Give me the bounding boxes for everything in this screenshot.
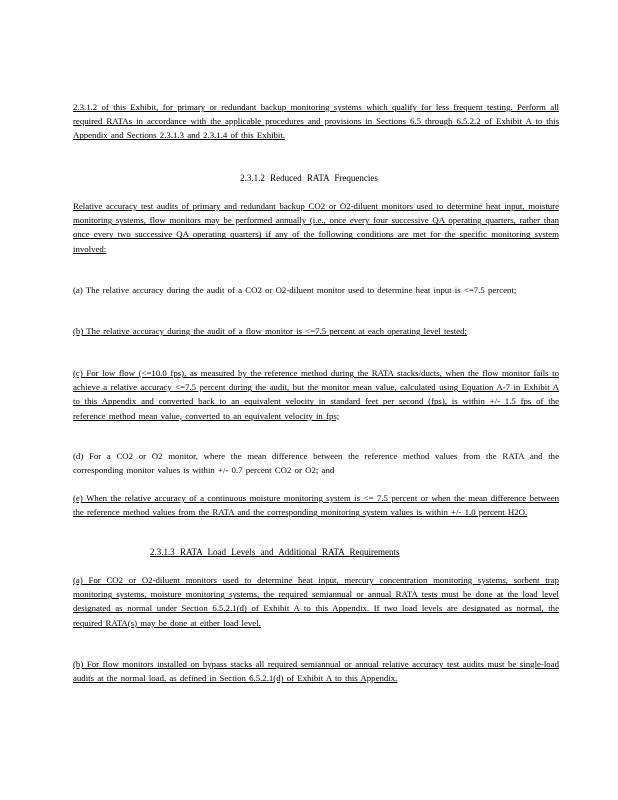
paragraph-2312-intro [73,100,559,143]
heading-text: 2.3.1.3 RATA Load Levels and Additional RATA Requirements [150,547,400,557]
paragraph-text: (b) The relative accuracy during the audit of a flow monitor is <=7.5 percent at each operating level tested; [73,326,467,336]
list-item-load-a [73,573,559,630]
list-item-c [73,366,559,423]
list-item-d: (d) For a CO2 or O2 monitor, where the mean difference between the reference method values from the RATA and the corresponding monitor values is within +/- 0.7 percent CO2 or O2; and [73,451,559,476]
paragraph-text: (a) For CO2 or O2-diluent monitors used to determine heat input, mercury concentration monitoring systems, sorbent trap monitoring systems, moisture monitoring systems, the required semiannual or annual RATA tests must be done at the load level designated as normal under Section 6.5.2.1(d) of Exhibit A to this Appendix. If two load levels are designated as normal, the required RATA(s) may be done at either load level. [73,575,559,628]
section-heading-load-levels [150,545,400,559]
paragraph-text: (b) For flow monitors installed on bypass stacks all required semiannual or annual relative accuracy test audits must be single-load audits at the normal load, as defined in Section 6.5.2.1(d) of Exhibit A to this Appendix. [73,659,559,684]
list-item-e [73,491,559,519]
list-item-a: (a) The relative accuracy during the audit of a CO2 or O2-diluent monitor used to determine heat input is <=7.5 percent; [73,285,517,295]
list-item-load-b [73,657,559,685]
paragraph-text: 2.3.1.2 of this Exhibit, for primary or redundant backup monitoring systems which qualify for less frequent testing. Perform all required RATAs in accordance with the applicable procedures and provisions in Sections 6.5 through 6.5.2.2 of Exhibit A to this Appendix and Sections 2.3.1.3 and 2.3.1.4 of this Exhibit. [73,102,559,141]
section-heading-reduced-rata: 2.3.1.2 Reduced RATA Frequencies [240,173,378,183]
list-item-b [73,324,559,338]
paragraph-relative-accuracy [73,199,559,256]
paragraph-text: Relative accuracy test audits of primary and redundant backup CO2 or O2-diluent monitors used to determine heat input, moisture monitoring systems, flow monitors may be performed annually (i.e., once every four successive QA operating quarters, rather than once every two successive QA operating quarters) if any of the following conditions are met for the specific monitoring system involved: [73,201,559,254]
paragraph-text: (e) When the relative accuracy of a continuous moisture monitoring system is <= 7.5 percent or when the mean difference between the reference method values from the RATA and the corresponding monitoring system values is within +/- 1.0 percent H2O. [73,493,559,518]
paragraph-text: (c) For low flow (<=10.0 fps), as measured by the reference method during the RATA stacks/ducts, when the flow monitor fails to achieve a relative accuracy <=7.5 percent during the audit, but the monitor mean value, calculated using Equation A-7 in Exhibit A to this Appendix and converted back to an equivalent velocity in standard feet per second (fps), is within +/- 1.5 fps of the reference method mean value, converted to an equivalent velocity in fps; [73,368,559,421]
